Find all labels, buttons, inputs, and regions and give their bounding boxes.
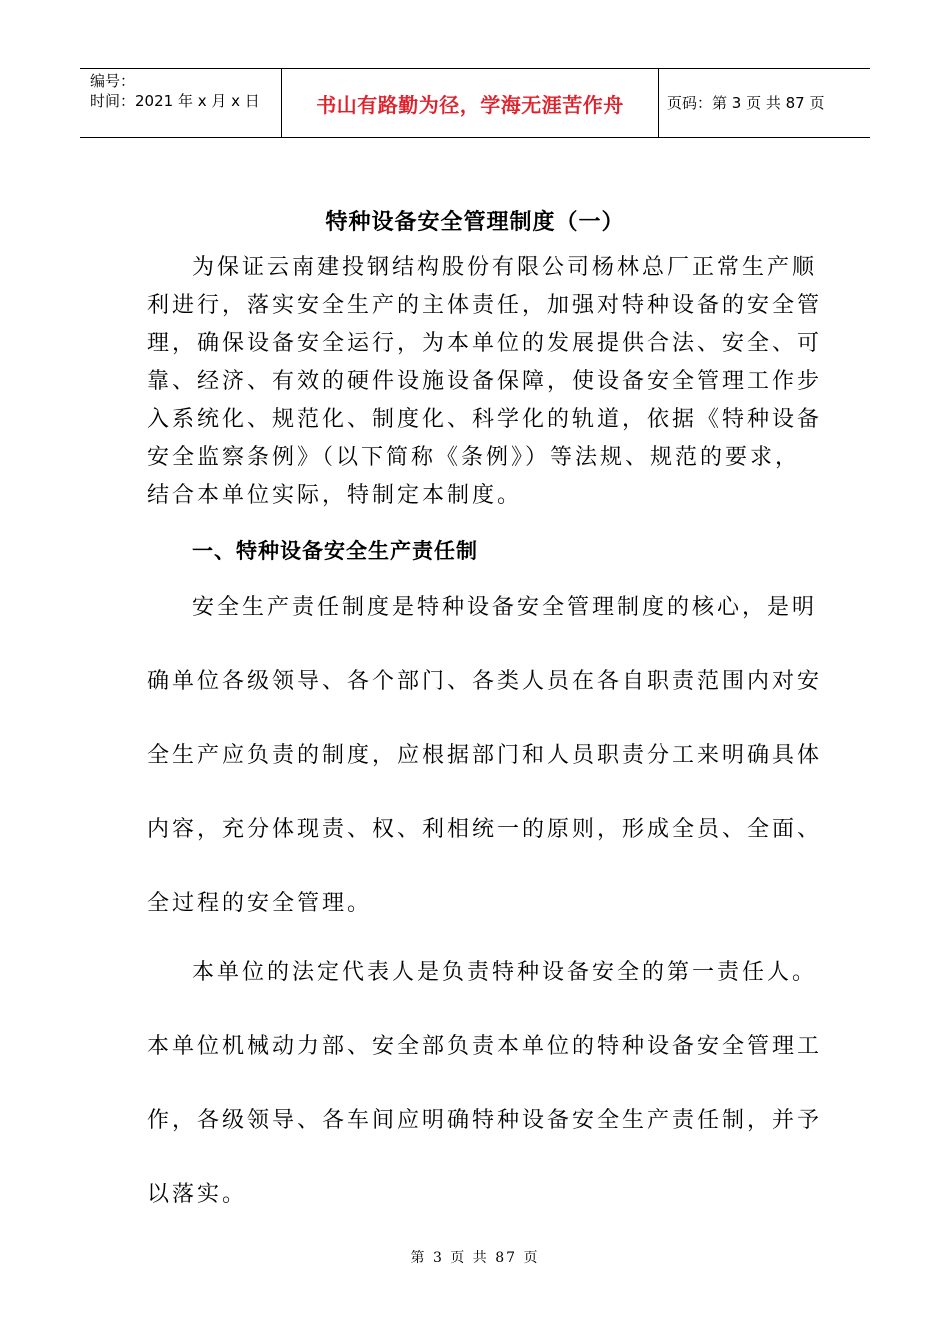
section-line: 内容，充分体现责、权、利相统一的原则，形成全员、全面、 — [147, 817, 823, 842]
intro-line: 为保证云南建投钢结构股份有限公司杨林总厂正常生产顺 — [192, 255, 818, 280]
intro-line: 靠、经济、有效的硬件设施设备保障，使设备安全管理工作步 — [147, 369, 823, 394]
intro-line: 入系统化、规范化、制度化、科学化的轨道，依据《特种设备 — [147, 407, 823, 432]
document-title: 特种设备安全管理制度（一） — [325, 210, 625, 235]
header-page-info: 页码：第 3 页 共 87 页 — [667, 94, 825, 112]
page-header — [80, 68, 870, 138]
section-heading: 一、特种设备安全生产责任制 — [192, 539, 478, 563]
section-line: 确单位各级领导、各个部门、各类人员在各自职责范围内对安 — [147, 669, 823, 694]
section-line: 全过程的安全管理。 — [147, 891, 373, 916]
header-meta-cell — [80, 69, 282, 137]
intro-line: 结合本单位实际，特制定本制度。 — [147, 483, 523, 508]
intro-line: 利进行，落实安全生产的主体责任，加强对特种设备的安全管 — [147, 293, 823, 318]
section-line: 本单位机械动力部、安全部负责本单位的特种设备安全管理工 — [147, 1034, 823, 1059]
header-motto: 书山有路勤为径，学海无涯苦作舟 — [316, 92, 624, 117]
intro-line: 理，确保设备安全运行，为本单位的发展提供合法、安全、可 — [147, 331, 823, 356]
section-line: 全生产应负责的制度，应根据部门和人员职责分工来明确具体 — [147, 743, 823, 768]
page-footer: 第 3 页 共 87 页 — [410, 1250, 540, 1266]
section-line: 作，各级领导、各车间应明确特种设备安全生产责任制，并予 — [147, 1108, 823, 1133]
section-line: 本单位的法定代表人是负责特种设备安全的第一责任人。 — [192, 960, 818, 985]
header-page-cell — [659, 69, 870, 137]
section-line: 以落实。 — [147, 1182, 248, 1207]
section-line: 安全生产责任制度是特种设备安全管理制度的核心，是明 — [192, 595, 818, 620]
intro-line: 安全监察条例》（以下简称《条例》）等法规、规范的要求， — [147, 445, 801, 470]
header-motto-cell — [282, 69, 659, 137]
document-number-label: 编号： — [90, 72, 136, 90]
document-date-label: 时间：2021 年 x 月 x 日 — [90, 92, 260, 110]
